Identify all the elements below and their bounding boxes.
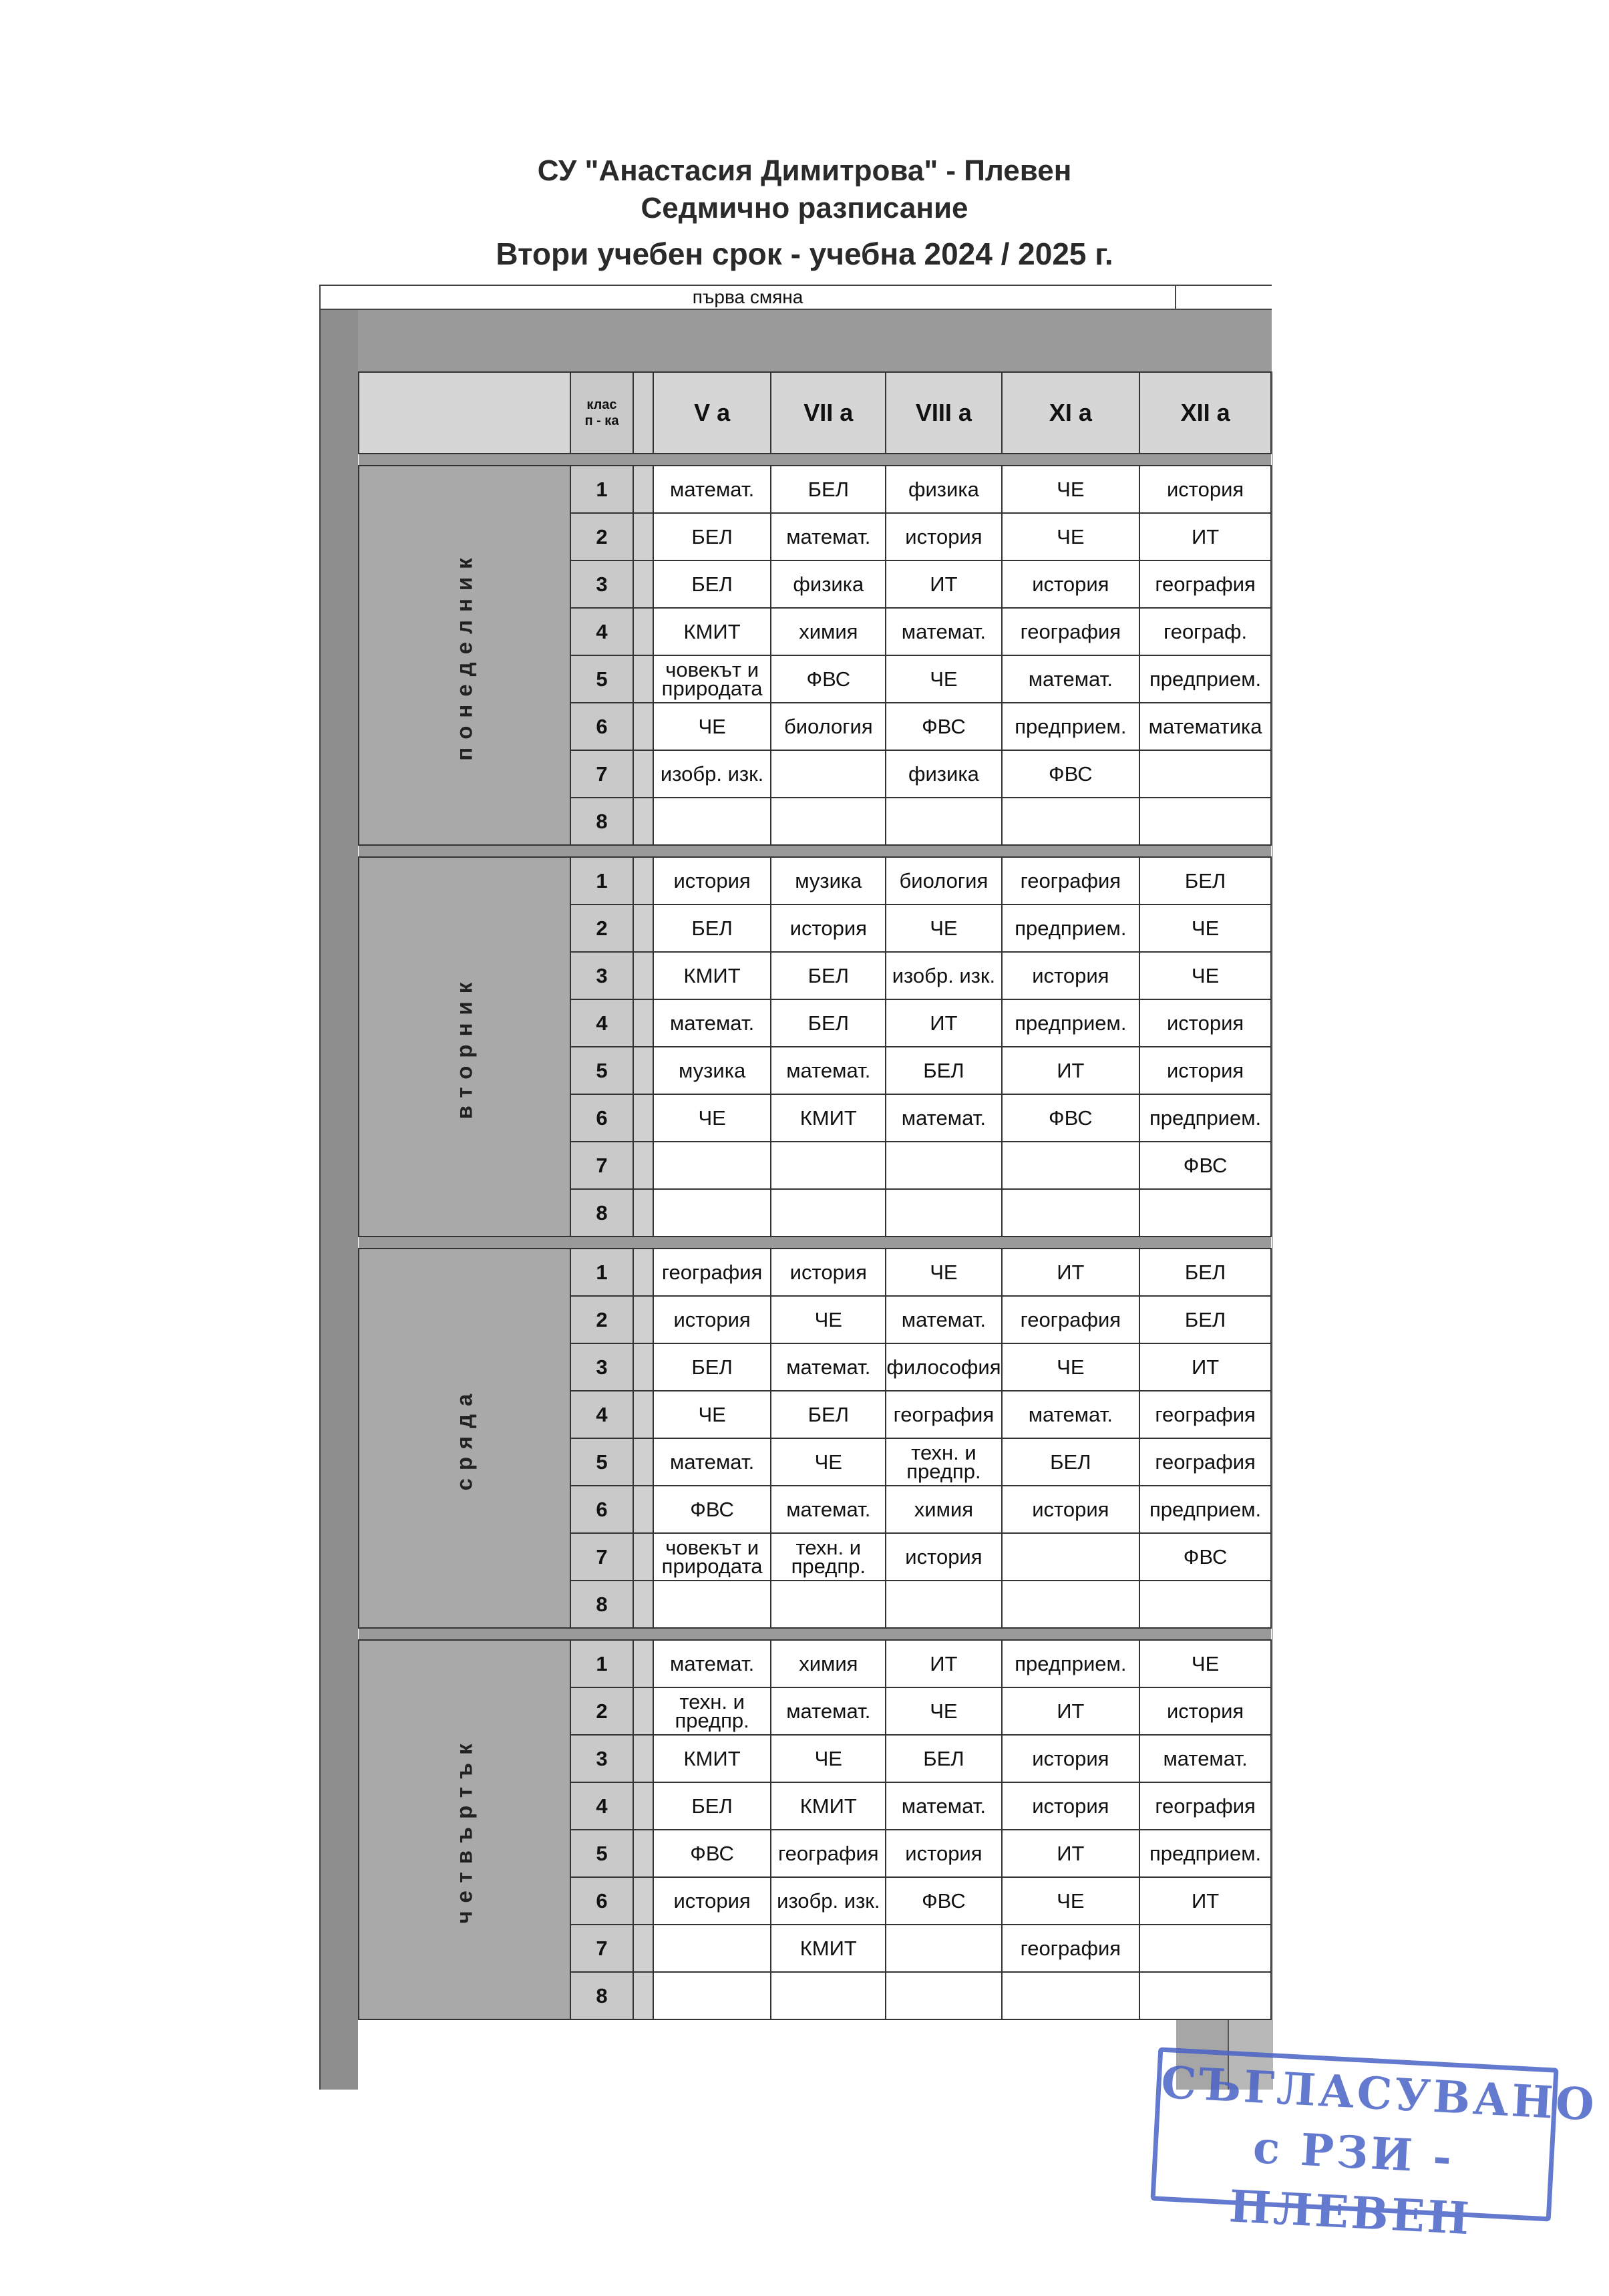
subject-cell: математика <box>1139 703 1271 750</box>
subject-cell <box>1002 1533 1140 1581</box>
subject-cell: БЕЛ <box>1139 857 1271 905</box>
subject-cell: музика <box>653 1047 771 1094</box>
subject-cell: изобр. изк. <box>771 1877 886 1925</box>
class-header-row <box>359 372 1271 454</box>
period-number: 3 <box>570 952 633 999</box>
subject-cell: КМИТ <box>771 1094 886 1142</box>
day-header-cell <box>359 372 570 454</box>
subject-cell: история <box>653 1877 771 1925</box>
subject-cell: географ. <box>1139 608 1271 655</box>
period-number: 7 <box>570 750 633 798</box>
subject-cell: техн. и предпр. <box>653 1687 771 1735</box>
period-number: 8 <box>570 1581 633 1628</box>
period-row <box>359 466 1271 513</box>
subject-cell: ЧЕ <box>1002 513 1140 560</box>
spacer-cell <box>633 1687 653 1735</box>
class-header-viiia: VIII a <box>886 372 1001 454</box>
spacer-cell <box>633 1925 653 1972</box>
class-header-xia: XI a <box>1002 372 1140 454</box>
period-number: 1 <box>570 1640 633 1687</box>
subject-cell: човекът и природата <box>653 655 771 703</box>
subject-cell <box>1139 1925 1271 1972</box>
subject-cell: ИТ <box>1139 1343 1271 1391</box>
subject-cell: ЧЕ <box>653 703 771 750</box>
subject-cell: история <box>1139 1047 1271 1094</box>
subject-cell: ЧЕ <box>886 1249 1001 1296</box>
period-row <box>359 857 1271 905</box>
subject-cell: математ. <box>653 999 771 1047</box>
subject-cell: КМИТ <box>771 1925 886 1972</box>
subject-cell <box>1002 1189 1140 1237</box>
day-name: вторник <box>452 974 477 1120</box>
subject-cell <box>1139 798 1271 845</box>
subject-cell <box>886 1189 1001 1237</box>
subject-cell: ИТ <box>1139 513 1271 560</box>
period-number: 1 <box>570 857 633 905</box>
subject-cell: география <box>1139 1391 1271 1438</box>
class-period-header <box>570 372 633 454</box>
subject-cell: математ. <box>771 1343 886 1391</box>
spacer-header <box>633 372 653 454</box>
subject-cell: математ. <box>886 1094 1001 1142</box>
subject-cell: предприем. <box>1002 703 1140 750</box>
subject-cell: предприем. <box>1139 655 1271 703</box>
day-separator-cell <box>359 1628 1271 1640</box>
spacer-cell <box>633 1782 653 1830</box>
subject-cell: ИТ <box>1139 1877 1271 1925</box>
subject-cell: ИТ <box>1002 1249 1140 1296</box>
period-row <box>359 1640 1271 1687</box>
subject-cell: история <box>1139 1687 1271 1735</box>
subject-cell: ИТ <box>886 560 1001 608</box>
subject-cell <box>1002 1581 1140 1628</box>
subject-cell: биология <box>771 703 886 750</box>
stamp-line-1: СЪГЛАСУВАНО <box>1159 2056 1598 2131</box>
subject-cell: физика <box>886 750 1001 798</box>
subject-cell: математ. <box>771 1486 886 1533</box>
day-name: понеделник <box>452 550 477 761</box>
subject-cell: БЕЛ <box>653 513 771 560</box>
subject-cell: ЧЕ <box>653 1391 771 1438</box>
spacer-cell <box>633 1047 653 1094</box>
subject-cell: изобр. изк. <box>886 952 1001 999</box>
subject-cell: история <box>653 1296 771 1343</box>
period-number: 4 <box>570 1782 633 1830</box>
period-number: 4 <box>570 1391 633 1438</box>
subject-cell: математ. <box>1002 655 1140 703</box>
subject-cell: география <box>1002 1925 1140 1972</box>
subject-cell: ИТ <box>886 1640 1001 1687</box>
subject-cell <box>771 1972 886 2019</box>
class-label: клас <box>586 397 617 412</box>
subject-cell: музика <box>771 857 886 905</box>
subject-cell <box>653 798 771 845</box>
subject-cell: ЧЕ <box>1139 905 1271 952</box>
subject-cell <box>886 1142 1001 1189</box>
spacer-cell <box>633 1830 653 1877</box>
subject-cell: техн. и предпр. <box>771 1533 886 1581</box>
day-separator <box>359 454 1271 466</box>
subject-cell: КМИТ <box>653 1735 771 1782</box>
subject-cell: география <box>1002 1296 1140 1343</box>
top-band <box>358 310 1272 371</box>
spacer-cell <box>633 999 653 1047</box>
subject-cell: КМИТ <box>771 1782 886 1830</box>
subject-cell: география <box>1139 560 1271 608</box>
subject-cell: предприем. <box>1139 1486 1271 1533</box>
subject-cell: предприем. <box>1002 905 1140 952</box>
subject-cell: история <box>1002 1486 1140 1533</box>
subject-cell: БЕЛ <box>653 1782 771 1830</box>
spacer-cell <box>633 952 653 999</box>
subject-cell <box>771 1142 886 1189</box>
subject-cell: БЕЛ <box>653 1343 771 1391</box>
subject-cell: БЕЛ <box>1139 1296 1271 1343</box>
subject-cell: физика <box>771 560 886 608</box>
subject-cell: ФВС <box>653 1486 771 1533</box>
subject-cell <box>771 798 886 845</box>
subject-cell: БЕЛ <box>771 952 886 999</box>
spacer-cell <box>633 798 653 845</box>
approval-stamp <box>1150 2047 1598 2245</box>
subject-cell: география <box>1139 1782 1271 1830</box>
period-number: 3 <box>570 1343 633 1391</box>
day-separator <box>359 1628 1271 1640</box>
subject-cell: химия <box>771 1640 886 1687</box>
period-number: 1 <box>570 466 633 513</box>
subject-cell: география <box>886 1391 1001 1438</box>
subject-cell <box>886 1925 1001 1972</box>
subject-cell: предприем. <box>1139 1094 1271 1142</box>
subject-cell: история <box>1002 560 1140 608</box>
day-name-cell <box>359 857 570 1237</box>
subject-cell: география <box>1002 608 1140 655</box>
subject-cell <box>886 1972 1001 2019</box>
spacer-cell <box>633 750 653 798</box>
period-number: 6 <box>570 1094 633 1142</box>
subject-cell: ИТ <box>1002 1047 1140 1094</box>
subject-cell <box>771 1189 886 1237</box>
period-number: 4 <box>570 999 633 1047</box>
subject-cell: КМИТ <box>653 608 771 655</box>
spacer-cell <box>633 1486 653 1533</box>
subject-cell: ЧЕ <box>886 905 1001 952</box>
period-row <box>359 1249 1271 1296</box>
subject-cell <box>1002 1972 1140 2019</box>
day-name-cell <box>359 1640 570 2019</box>
class-header-va: V a <box>653 372 771 454</box>
subject-cell: ЧЕ <box>771 1735 886 1782</box>
day-separator <box>359 1237 1271 1249</box>
subject-cell <box>1139 1189 1271 1237</box>
subject-cell: ИТ <box>1002 1830 1140 1877</box>
subject-cell: ЧЕ <box>1139 952 1271 999</box>
period-number: 7 <box>570 1142 633 1189</box>
subject-cell <box>1139 1581 1271 1628</box>
period-number: 2 <box>570 1296 633 1343</box>
period-number: 5 <box>570 1438 633 1486</box>
subject-cell: ФВС <box>886 703 1001 750</box>
subject-cell: ЧЕ <box>886 1687 1001 1735</box>
period-number: 6 <box>570 1877 633 1925</box>
subject-cell: БЕЛ <box>1139 1249 1271 1296</box>
subject-cell: история <box>1139 999 1271 1047</box>
subject-cell <box>653 1925 771 1972</box>
stamp-line-2: с РЗИ - ПЛЕВЕН <box>1228 2121 1473 2245</box>
subject-cell: ИТ <box>1002 1687 1140 1735</box>
class-header-viia: VII a <box>771 372 886 454</box>
subject-cell: БЕЛ <box>771 466 886 513</box>
subject-cell: математ. <box>886 1782 1001 1830</box>
subject-cell: ЧЕ <box>1002 466 1140 513</box>
subject-cell: ФВС <box>653 1830 771 1877</box>
shift-label-extension <box>1176 285 1272 310</box>
subject-cell: БЕЛ <box>653 905 771 952</box>
subject-cell: ФВС <box>886 1877 1001 1925</box>
title-block <box>0 152 1609 273</box>
period-number: 1 <box>570 1249 633 1296</box>
spacer-cell <box>633 1142 653 1189</box>
day-name: четвъртък <box>452 1736 477 1924</box>
subject-cell: БЕЛ <box>771 999 886 1047</box>
left-margin-band <box>319 310 358 2090</box>
subject-cell: ЧЕ <box>771 1296 886 1343</box>
period-number: 3 <box>570 1735 633 1782</box>
period-number: 7 <box>570 1925 633 1972</box>
day-name-cell <box>359 466 570 845</box>
spacer-cell <box>633 1438 653 1486</box>
subject-cell: химия <box>886 1486 1001 1533</box>
period-number: 2 <box>570 1687 633 1735</box>
period-number: 2 <box>570 905 633 952</box>
subject-cell: БЕЛ <box>886 1047 1001 1094</box>
subject-cell: история <box>1002 1782 1140 1830</box>
day-separator-cell <box>359 845 1271 857</box>
subject-cell: математ. <box>886 608 1001 655</box>
subject-cell: човекът и природата <box>653 1533 771 1581</box>
period-number: 6 <box>570 1486 633 1533</box>
subject-cell: ФВС <box>1139 1142 1271 1189</box>
subject-cell: ЧЕ <box>1002 1343 1140 1391</box>
spacer-cell <box>633 703 653 750</box>
subject-cell: изобр. изк. <box>653 750 771 798</box>
subject-cell: математ. <box>653 1438 771 1486</box>
subject-cell <box>1002 798 1140 845</box>
subject-cell: история <box>771 905 886 952</box>
period-number: 8 <box>570 1189 633 1237</box>
subject-cell: география <box>653 1249 771 1296</box>
subject-cell: ФВС <box>1139 1533 1271 1581</box>
subject-cell: предприем. <box>1002 1640 1140 1687</box>
subject-cell: ЧЕ <box>1139 1640 1271 1687</box>
subject-cell: история <box>886 1533 1001 1581</box>
spacer-cell <box>633 1189 653 1237</box>
subject-cell: физика <box>886 466 1001 513</box>
spacer-cell <box>633 608 653 655</box>
period-number: 3 <box>570 560 633 608</box>
subject-cell <box>653 1581 771 1628</box>
schedule-frame <box>319 285 1272 2090</box>
spacer-cell <box>633 857 653 905</box>
subject-cell: математ. <box>771 513 886 560</box>
subject-cell: история <box>771 1249 886 1296</box>
subject-cell <box>1002 1142 1140 1189</box>
subject-cell: математ. <box>653 1640 771 1687</box>
subject-cell: математ. <box>771 1047 886 1094</box>
period-number: 7 <box>570 1533 633 1581</box>
subject-cell <box>653 1142 771 1189</box>
spacer-cell <box>633 1249 653 1296</box>
class-header-xiia: XII a <box>1139 372 1271 454</box>
subject-cell: ФВС <box>771 655 886 703</box>
subject-cell: математ. <box>886 1296 1001 1343</box>
spacer-cell <box>633 1735 653 1782</box>
subject-cell: ЧЕ <box>653 1094 771 1142</box>
spacer-cell <box>633 466 653 513</box>
subject-cell <box>653 1972 771 2019</box>
subject-cell: история <box>1002 952 1140 999</box>
shift-label: първа смяна <box>319 285 1176 310</box>
spacer-cell <box>633 513 653 560</box>
subject-cell: математ. <box>771 1687 886 1735</box>
subject-cell <box>771 1581 886 1628</box>
subject-cell: химия <box>771 608 886 655</box>
subject-cell: БЕЛ <box>653 560 771 608</box>
period-number: 5 <box>570 1047 633 1094</box>
period-number: 5 <box>570 655 633 703</box>
subject-cell: география <box>771 1830 886 1877</box>
subject-cell <box>886 798 1001 845</box>
spacer-cell <box>633 1877 653 1925</box>
period-number: 6 <box>570 703 633 750</box>
day-separator-cell <box>359 1237 1271 1249</box>
spacer-cell <box>633 1094 653 1142</box>
subject-cell: география <box>1139 1438 1271 1486</box>
school-title: СУ "Анастасия Димитрова" - Плевен <box>537 154 1072 187</box>
subject-cell <box>1139 1972 1271 2019</box>
subject-cell: техн. и предпр. <box>886 1438 1001 1486</box>
subject-cell: философия <box>886 1343 1001 1391</box>
spacer-cell <box>633 1640 653 1687</box>
period-number: 5 <box>570 1830 633 1877</box>
spacer-cell <box>633 655 653 703</box>
period-number: 8 <box>570 1972 633 2019</box>
subject-cell <box>771 750 886 798</box>
subject-cell: математ. <box>1002 1391 1140 1438</box>
subject-cell: история <box>886 1830 1001 1877</box>
spacer-cell <box>633 560 653 608</box>
subject-cell: предприем. <box>1002 999 1140 1047</box>
subject-cell <box>1139 750 1271 798</box>
subject-cell: история <box>1002 1735 1140 1782</box>
schedule-subtitle: Седмично разписание <box>641 192 968 224</box>
spacer-cell <box>633 1972 653 2019</box>
subject-cell: БЕЛ <box>771 1391 886 1438</box>
subject-cell <box>653 1189 771 1237</box>
day-separator-cell <box>359 454 1271 466</box>
subject-cell: математ. <box>653 466 771 513</box>
schedule-body <box>359 454 1271 2019</box>
subject-cell: история <box>1139 466 1271 513</box>
subject-cell: ФВС <box>1002 750 1140 798</box>
spacer-cell <box>633 1343 653 1391</box>
subject-cell: ИТ <box>886 999 1001 1047</box>
subject-cell: ЧЕ <box>1002 1877 1140 1925</box>
subject-cell: история <box>886 513 1001 560</box>
period-number: 8 <box>570 798 633 845</box>
period-number: 2 <box>570 513 633 560</box>
day-separator <box>359 845 1271 857</box>
spacer-cell <box>633 1296 653 1343</box>
period-label: п - ка <box>584 414 619 428</box>
subject-cell: биология <box>886 857 1001 905</box>
subject-cell: БЕЛ <box>1002 1438 1140 1486</box>
period-number: 4 <box>570 608 633 655</box>
schedule-table <box>358 371 1272 2020</box>
subject-cell: КМИТ <box>653 952 771 999</box>
day-name: сряда <box>452 1385 477 1491</box>
subject-cell: ЧЕ <box>771 1438 886 1486</box>
subject-cell: математ. <box>1139 1735 1271 1782</box>
spacer-cell <box>633 905 653 952</box>
subject-cell: география <box>1002 857 1140 905</box>
spacer-cell <box>633 1391 653 1438</box>
subject-cell: история <box>653 857 771 905</box>
subject-cell: ФВС <box>1002 1094 1140 1142</box>
subject-cell: БЕЛ <box>886 1735 1001 1782</box>
subject-cell: предприем. <box>1139 1830 1271 1877</box>
spacer-cell <box>633 1581 653 1628</box>
subject-cell: ЧЕ <box>886 655 1001 703</box>
day-name-cell <box>359 1249 570 1628</box>
term-title: Втори учебен срок - учебна 2024 / 2025 г. <box>496 236 1113 271</box>
subject-cell <box>886 1581 1001 1628</box>
spacer-cell <box>633 1533 653 1581</box>
